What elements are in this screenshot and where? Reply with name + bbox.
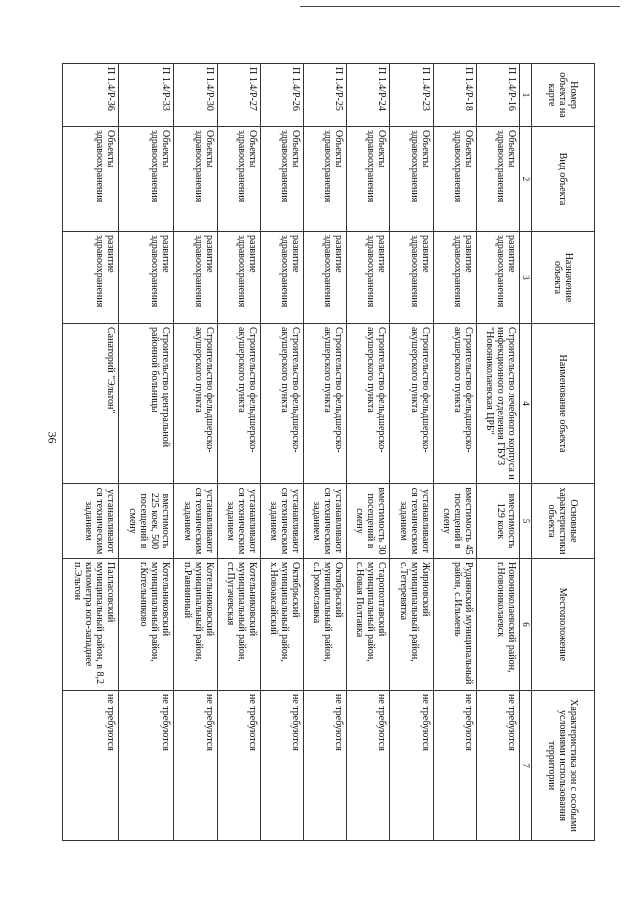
object-purpose: развитие здравоохранения	[304, 232, 347, 324]
object-purpose: развитие здравоохранения	[476, 232, 519, 324]
object-number: П 1.4/Р-25	[304, 64, 347, 127]
object-purpose: развитие здравоохранения	[63, 232, 119, 324]
object-characteristics: вместимость 225 коек, 500 посещений в смену	[118, 484, 174, 559]
object-name: Строительство лечебного корпуса и инфекционного отделения ГБУЗ "Новониколаевская ЦРБ"	[476, 324, 519, 484]
object-purpose: развитие здравоохранения	[260, 232, 303, 324]
rotated-table-wrapper	[62, 63, 595, 840]
object-location: Котельниковский муниципальный район, п.Равнинный	[174, 559, 217, 691]
object-type: Объекты здравоохранения	[118, 127, 174, 232]
top-rule	[300, 6, 620, 7]
object-characteristics: устанавливаются техническим заданием	[217, 484, 260, 559]
object-name: Строительство фельдшерско-акушерского пункта	[433, 324, 476, 484]
header-cell: Вид объекта	[532, 127, 595, 232]
column-number: 1	[520, 64, 532, 127]
table-row	[260, 64, 303, 841]
object-number: П 1.4/Р-18	[433, 64, 476, 127]
object-characteristics: вместимость 129 коек	[476, 484, 519, 559]
object-name: Санаторий "Эльтон"	[63, 324, 119, 484]
object-location: Котельниковский муниципальный район, г.Котельниково	[118, 559, 174, 691]
table-row	[390, 64, 433, 841]
table-row	[433, 64, 476, 841]
header-row	[532, 64, 595, 841]
column-number: 3	[520, 232, 532, 324]
header-cell: Характеристика зон с особыми условиями использования территории	[532, 691, 595, 841]
object-type: Объекты здравоохранения	[304, 127, 347, 232]
object-location: Руднянский муниципальный район, с.Ильмень	[433, 559, 476, 691]
object-type: Объекты здравоохранения	[217, 127, 260, 232]
object-characteristics: устанавливаются техническим заданием	[390, 484, 433, 559]
table-row	[217, 64, 260, 841]
object-type: Объекты здравоохранения	[433, 127, 476, 232]
object-number: П 1.4/Р-24	[347, 64, 390, 127]
object-location: Новониколаевский район, г.Новониколаевск	[476, 559, 519, 691]
object-location: Октябрьский муниципальный район, х.Новоаксайский	[260, 559, 303, 691]
object-number: П 1.4/Р-26	[260, 64, 303, 127]
object-characteristics: устанавливаются техническим заданием	[63, 484, 119, 559]
table-row	[174, 64, 217, 841]
object-zones: не требуются	[304, 691, 347, 841]
object-name: Строительство фельдшерско-акушерского пункта	[390, 324, 433, 484]
object-name: Строительство фельдшерско-акушерского пункта	[347, 324, 390, 484]
object-zones: не требуются	[174, 691, 217, 841]
object-zones: не требуются	[63, 691, 119, 841]
object-type: Объекты здравоохранения	[260, 127, 303, 232]
object-name: Строительство фельдшерско-акушерского пункта	[174, 324, 217, 484]
object-purpose: развитие здравоохранения	[390, 232, 433, 324]
header-cell: Местоположение	[532, 559, 595, 691]
object-zones: не требуются	[390, 691, 433, 841]
object-number: П 1.4/Р-36	[63, 64, 119, 127]
table-row	[118, 64, 174, 841]
column-number: 7	[520, 691, 532, 841]
page-number: 36	[45, 431, 60, 444]
object-characteristics: устанавливаются техническим заданием	[304, 484, 347, 559]
table-row	[63, 64, 119, 841]
object-purpose: развитие здравоохранения	[118, 232, 174, 324]
object-zones: не требуются	[217, 691, 260, 841]
rotated-table-area	[62, 63, 595, 840]
object-zones: не требуются	[118, 691, 174, 841]
object-name: Строительство фельдшерско-акушерского пункта	[304, 324, 347, 484]
object-type: Объекты здравоохранения	[476, 127, 519, 232]
object-name: Строительство центральной районной больницы	[118, 324, 174, 484]
object-number: П 1.4/Р-30	[174, 64, 217, 127]
object-type: Объекты здравоохранения	[390, 127, 433, 232]
object-zones: не требуются	[476, 691, 519, 841]
header-cell: Назначение объекта	[532, 232, 595, 324]
object-purpose: развитие здравоохранения	[174, 232, 217, 324]
object-zones: не требуются	[347, 691, 390, 841]
object-number: П 1.4/Р-23	[390, 64, 433, 127]
object-number: П 1.4/Р-33	[118, 64, 174, 127]
column-number: 4	[520, 324, 532, 484]
object-purpose: развитие здравоохранения	[217, 232, 260, 324]
object-type: Объекты здравоохранения	[63, 127, 119, 232]
object-characteristics: вместимость 30 посещений в смену	[347, 484, 390, 559]
object-characteristics: вместимость 45 посещений в смену	[433, 484, 476, 559]
object-number: П 1.4/Р-16	[476, 64, 519, 127]
table-row	[304, 64, 347, 841]
object-location: Палласовский муниципальный район, в 8,2 километра юго-западнее п.Эльтон	[63, 559, 119, 691]
column-number-row	[520, 64, 532, 841]
column-number: 6	[520, 559, 532, 691]
column-number: 5	[520, 484, 532, 559]
header-cell: Основные характеристики объекта	[532, 484, 595, 559]
object-characteristics: устанавливаются техническим заданием	[174, 484, 217, 559]
object-purpose: развитие здравоохранения	[347, 232, 390, 324]
objects-table	[62, 63, 595, 841]
object-type: Объекты здравоохранения	[347, 127, 390, 232]
object-purpose: развитие здравоохранения	[433, 232, 476, 324]
header-cell: Номер объекта на карте	[532, 64, 595, 127]
object-name: Строительство фельдшерско-акушерского пункта	[217, 324, 260, 484]
object-type: Объекты здравоохранения	[174, 127, 217, 232]
object-location: Жирновский муниципальный район, с.Тетеревятка	[390, 559, 433, 691]
object-location: Октябрьский муниципальный район, с.Громославка	[304, 559, 347, 691]
object-location: Старополтавский муниципальный район, с.Новая Полтавка	[347, 559, 390, 691]
header-cell: Наименование объекта	[532, 324, 595, 484]
object-zones: не требуются	[260, 691, 303, 841]
column-number: 2	[520, 127, 532, 232]
object-name: Строительство фельдшерско-акушерского пункта	[260, 324, 303, 484]
object-location: Котельниковский муниципальный район, ст.Пугачевская	[217, 559, 260, 691]
object-zones: не требуются	[433, 691, 476, 841]
object-characteristics: устанавливаются техническим заданием	[260, 484, 303, 559]
table-row	[347, 64, 390, 841]
object-number: П 1.4/Р-27	[217, 64, 260, 127]
table-row	[476, 64, 519, 841]
